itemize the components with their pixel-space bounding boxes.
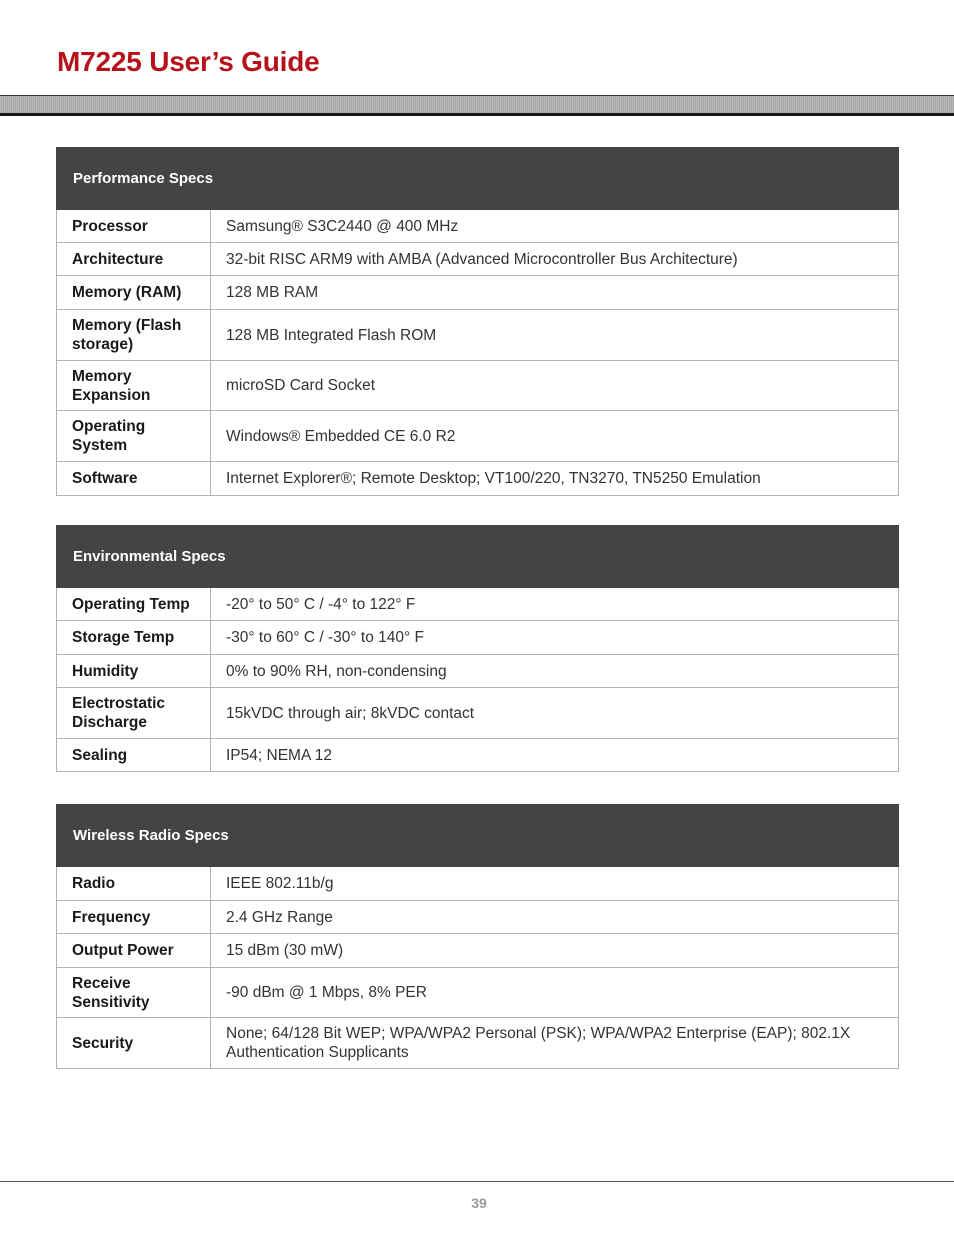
- spec-label: Architecture: [57, 243, 211, 276]
- spec-value: 32-bit RISC ARM9 with AMBA (Advanced Microcontroller Bus Architecture): [211, 243, 899, 276]
- spec-value: None; 64/128 Bit WEP; WPA/WPA2 Personal (PSK); WPA/WPA2 Enterprise (EAP); 802.1X Authentication Supplicants: [211, 1018, 899, 1069]
- spec-value: 15kVDC through air; 8kVDC contact: [211, 688, 899, 739]
- spec-value: 128 MB Integrated Flash ROM: [211, 310, 899, 361]
- table-row: [57, 361, 899, 411]
- spec-value: IEEE 802.11b/g: [211, 867, 899, 901]
- spec-label: Sealing: [57, 739, 211, 772]
- spec-value: -90 dBm @ 1 Mbps, 8% PER: [211, 968, 899, 1018]
- spec-label: Storage Temp: [57, 621, 211, 655]
- spec-value: 2.4 GHz Range: [211, 901, 899, 934]
- spec-value: Windows® Embedded CE 6.0 R2: [211, 411, 899, 462]
- table-row: [57, 243, 899, 276]
- table-header: Wireless Radio Specs: [57, 805, 899, 867]
- spec-value: Internet Explorer®; Remote Desktop; VT100/220, TN3270, TN5250 Emulation: [211, 462, 899, 496]
- spec-value: -20° to 50° C / -4° to 122° F: [211, 588, 899, 621]
- spec-value: 128 MB RAM: [211, 276, 899, 310]
- table-row: [57, 655, 899, 688]
- table-row: [57, 310, 899, 361]
- spec-label: Humidity: [57, 655, 211, 688]
- spec-label: Software: [57, 462, 211, 496]
- table-header: Environmental Specs: [57, 526, 899, 588]
- spec-label: Electrostatic Discharge: [57, 688, 211, 739]
- footer-divider: [0, 1181, 954, 1182]
- environmental-specs-table: [56, 525, 899, 772]
- spec-value: IP54; NEMA 12: [211, 739, 899, 772]
- performance-specs-table: [56, 147, 899, 496]
- header-band: [0, 95, 954, 116]
- spec-label: Operating System: [57, 411, 211, 462]
- table-row: [57, 968, 899, 1018]
- document-title: M7225 User’s Guide: [57, 46, 320, 77]
- table-row: [57, 688, 899, 739]
- table-row: [57, 276, 899, 310]
- table-row: [57, 462, 899, 496]
- table-row: [57, 901, 899, 934]
- table-row: [57, 411, 899, 462]
- spec-label: Receive Sensitivity: [57, 968, 211, 1018]
- table-row: [57, 1018, 899, 1069]
- table-row: [57, 210, 899, 243]
- table-row: [57, 867, 899, 901]
- spec-label: Memory (Flash storage): [57, 310, 211, 361]
- spec-label: Memory Expansion: [57, 361, 211, 411]
- table-header: Performance Specs: [57, 148, 899, 210]
- spec-value: -30° to 60° C / -30° to 140° F: [211, 621, 899, 655]
- spec-label: Frequency: [57, 901, 211, 934]
- spec-value: 0% to 90% RH, non-condensing: [211, 655, 899, 688]
- page-number: 39: [471, 1195, 487, 1211]
- spec-label: Security: [57, 1018, 211, 1069]
- table-row: [57, 621, 899, 655]
- table-row: [57, 588, 899, 621]
- spec-label: Memory (RAM): [57, 276, 211, 310]
- table-row: [57, 739, 899, 772]
- spec-value: 15 dBm (30 mW): [211, 934, 899, 968]
- spec-label: Output Power: [57, 934, 211, 968]
- spec-value: Samsung® S3C2440 @ 400 MHz: [211, 210, 899, 243]
- spec-label: Radio: [57, 867, 211, 901]
- table-row: [57, 934, 899, 968]
- spec-label: Processor: [57, 210, 211, 243]
- spec-value: microSD Card Socket: [211, 361, 899, 411]
- spec-label: Operating Temp: [57, 588, 211, 621]
- wireless-radio-specs-table: [56, 804, 899, 1069]
